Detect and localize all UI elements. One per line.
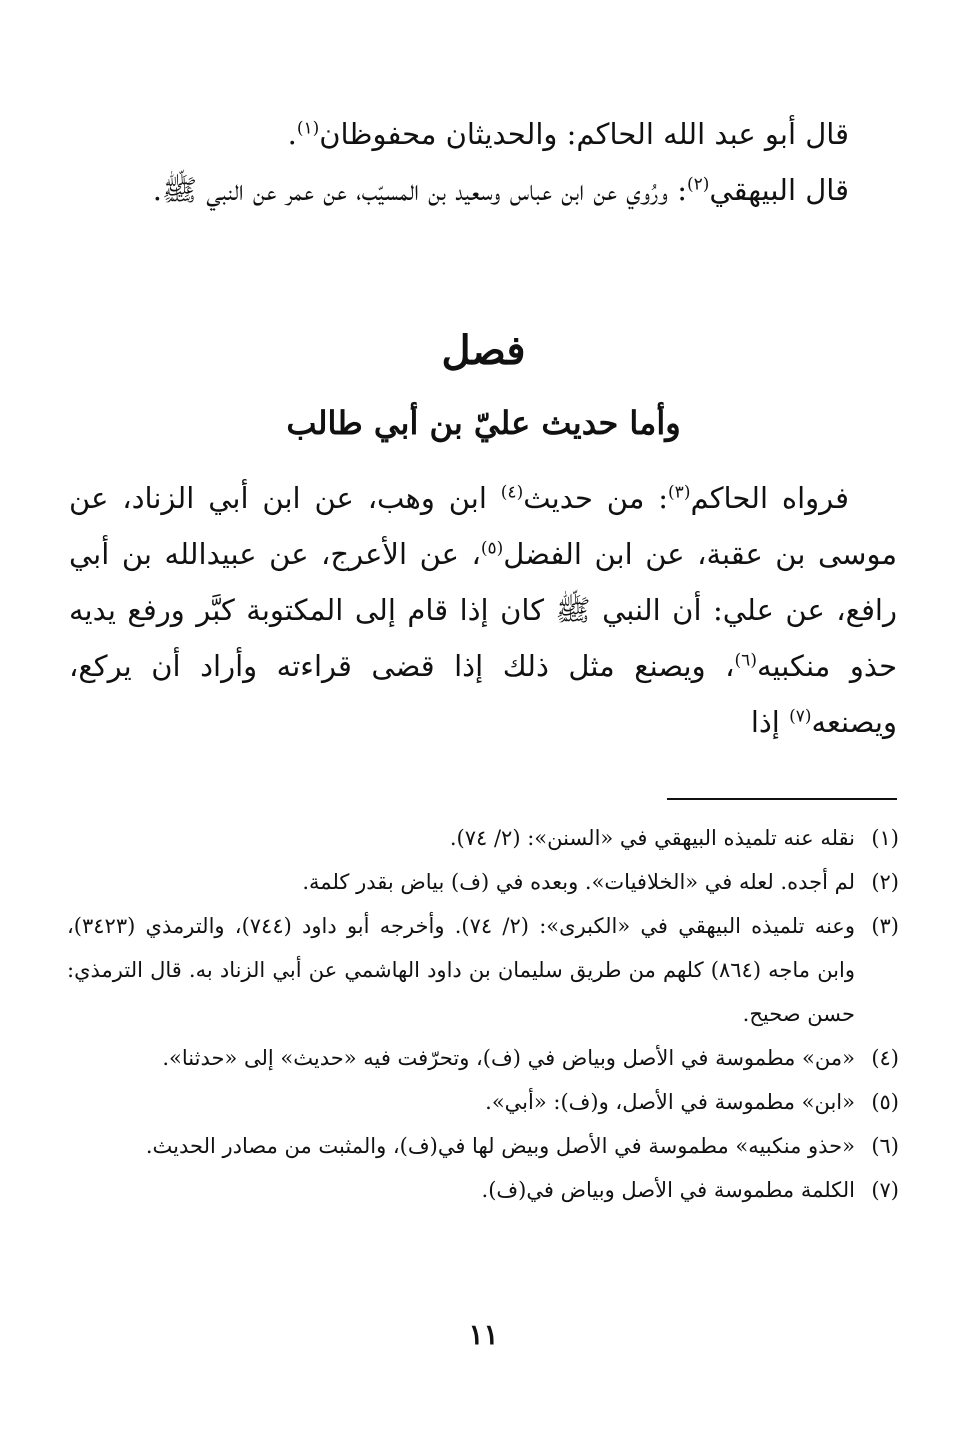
footnotes-section [67,816,899,1212]
opening-text [69,106,897,218]
text-run: قال أبو عبد الله الحاكم: والحديثان محفوظان [319,117,849,151]
footnote-number: (٣) [871,914,899,938]
text-run: ابن وهب، عن ابن أبي الزناد، عن موسى بن عقبة، عن ابن الفضل [69,481,897,571]
text-run: قال البيهقي [709,173,849,207]
footnote-text: «حذو منكبيه» مطموسة في الأصل وبيض لها في(ف)، والمثبت من مصادر الحديث. [145,1134,855,1158]
footnote-number: (٦) [871,1134,899,1158]
footnote-text: نقله عنه تلميذه البيهقي في «السنن»: (٢/ ٧٤). [449,826,855,850]
footnote-number: (٧) [871,1178,899,1202]
ali-hadith-text [69,470,897,750]
text-run: : ورُوي عن ابن عباس وسعيد بن المسيّب، عن عمر عن النبي ﷺ. [152,173,687,207]
footnote-item [67,1124,899,1168]
footnote-number: (١) [871,826,899,850]
page-number: ١١ [468,1318,499,1351]
footnote-number: (٥) [871,1090,899,1114]
footnote-ref-3: (٣) [668,482,691,503]
footnote-text: لم أجده. لعله في «الخلافيات». وبعده في (ف) بياض بقدر كلمة. [302,870,855,894]
footnote-ref-4: (٤) [500,482,524,503]
footnote-item [67,860,899,904]
footnote-item [67,904,899,1036]
footnote-text: وعنه تلميذه البيهقي في «الكبرى»: (٢/ ٧٤). وأخرجه أبو داود (٧٤٤)، والترمذي (٣٤٢٣)، وابن ماجه (٨٦٤) كلهم من طريق سليمان بن داود الهاشمي عن أبي الزناد به. قال الترمذي: حسن صحيح. [67,914,855,1026]
paragraph-ali-hadith [69,470,897,750]
footnote-item [67,1080,899,1124]
footnote-item [67,1168,899,1212]
text-run: إذا [750,705,790,739]
footnote-text: «ابن» مطموسة في الأصل، و(ف): «أبي». [485,1090,855,1114]
text-run: ، ويصنع مثل ذلك إذا قضى قراءته وأراد أن يركع، ويصنعه [69,649,897,739]
footnote-item [67,816,899,860]
footnote-item [67,1036,899,1080]
footnote-divider [667,798,897,800]
text-run: ، عن الأعرج، عن عبيدالله بن أبي رافع، عن علي: أن النبي ﷺ كان إذا قام إلى المكتوبة كبَّر ورفع يديه حذو منكبيه [69,537,897,683]
footnote-text: «من» مطموسة في الأصل وبياض في (ف)، وتحرّفت فيه «حديث» إلى «حدثنا». [162,1046,855,1070]
footnote-ref-1: (١) [296,118,320,139]
footnote-number: (٤) [871,1046,899,1070]
footnote-number: (٢) [871,870,899,894]
text-run: : من حديث [523,481,669,515]
text-run: . [287,117,297,151]
paragraph-hakim-quote [69,106,897,162]
text-run: فرواه الحاكم [690,481,849,515]
footnote-text: الكلمة مطموسة في الأصل وبياض في(ف). [481,1178,855,1202]
footnote-ref-5: (٥) [480,538,504,559]
footnote-ref-6: (٦) [734,650,757,671]
section-heading: فصل [441,327,526,374]
section-subheading: وأما حديث عليّ بن أبي طالب [286,404,681,442]
footnote-ref-2: (٢) [686,174,710,195]
footnote-ref-7: (٧) [789,706,812,727]
paragraph-bayhaqi-quote [69,162,897,218]
